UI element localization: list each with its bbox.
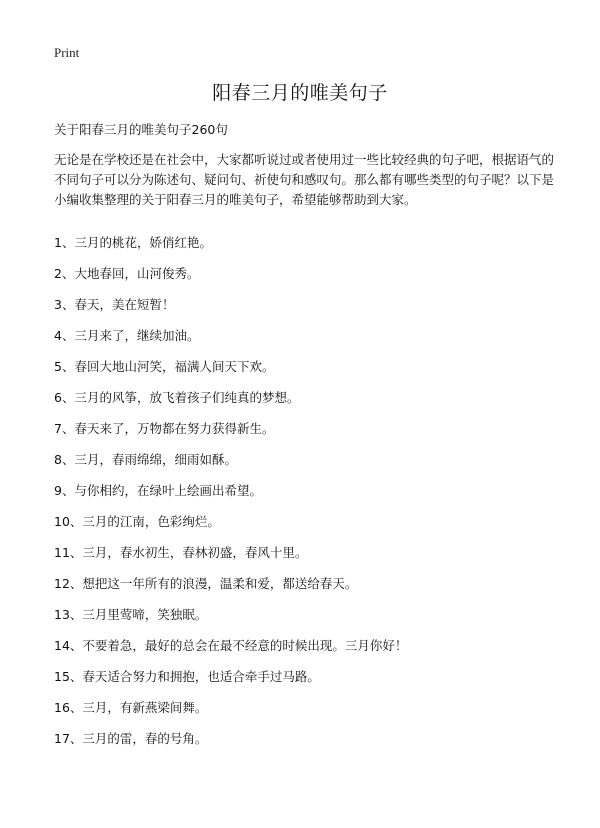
print-link[interactable]: Print: [54, 45, 80, 60]
list-item: 15、春天适合努力和拥抱，也适合牵手过马路。: [54, 669, 320, 684]
article-subtitle: 关于阳春三月的唯美句子260句: [54, 122, 228, 137]
sentence-list: [54, 233, 407, 760]
list-item: 4、三月来了，继续加油。: [54, 328, 200, 343]
list-item: 16、三月，有新燕梁间舞。: [54, 700, 208, 715]
list-item: 1、三月的桃花，娇俏红艳。: [54, 235, 212, 250]
list-item: 6、三月的风筝，放飞着孩子们纯真的梦想。: [54, 390, 300, 405]
list-item: 3、春天，美在短暂！: [54, 297, 175, 312]
list-item: 14、不要着急，最好的总会在最不经意的时候出现。三月你好！: [54, 638, 408, 653]
list-item: 13、三月里莺啼，笑独眠。: [54, 607, 208, 622]
list-item: 17、三月的雷，春的号角。: [54, 731, 208, 746]
list-item: 7、春天来了，万物都在努力获得新生。: [54, 421, 275, 436]
list-item: 10、三月的江南，色彩绚烂。: [54, 514, 220, 529]
list-item: 12、想把这一年所有的浪漫，温柔和爱，都送给春天。: [54, 576, 358, 591]
list-item: 5、春回大地山河笑，福满人间天下欢。: [54, 359, 275, 374]
list-item: 11、三月，春水初生，春林初盛，春风十里。: [54, 545, 308, 560]
article-intro: 无论是在学校还是在社会中，大家都听说过或者使用过一些比较经典的句子吧，根据语气的不同句子可以分为陈述句、疑问句、祈使句和感叹句。那么都有哪些类型的句子呢？以下是小编收集整理的关于阳春三月的唯美句子，希望能够帮助到大家。: [54, 152, 555, 207]
list-item: 9、与你相约，在绿叶上绘画出希望。: [54, 483, 262, 498]
list-item: 8、三月，春雨绵绵，细雨如酥。: [54, 452, 237, 467]
list-item: 2、大地春回，山河俊秀。: [54, 266, 200, 281]
article-title: 阳春三月的唯美句子: [212, 82, 388, 104]
